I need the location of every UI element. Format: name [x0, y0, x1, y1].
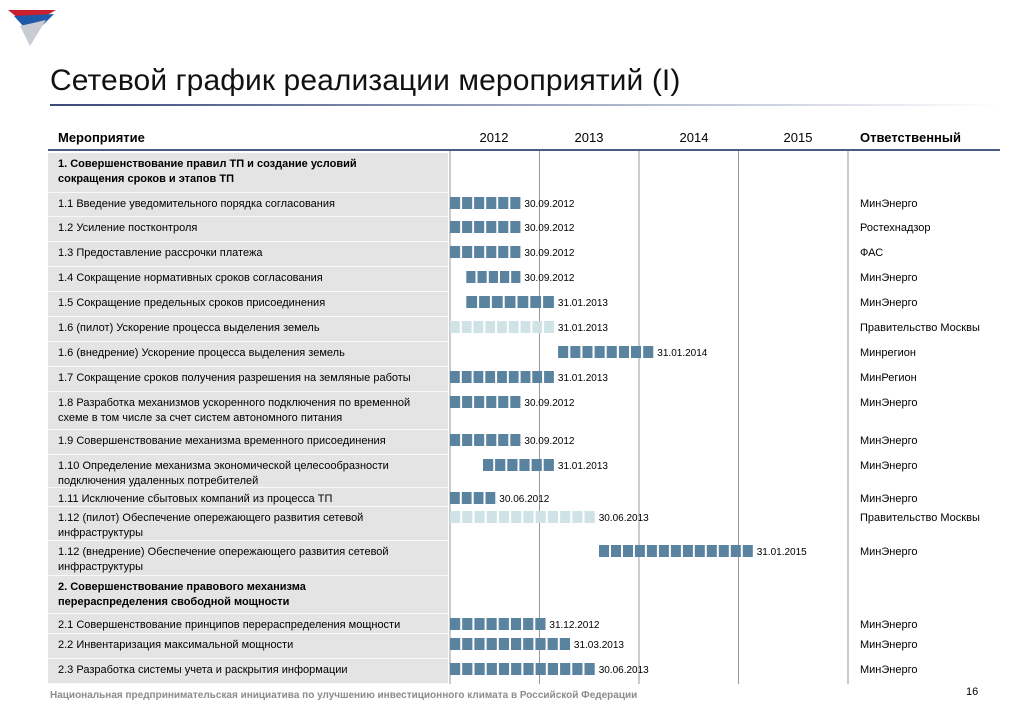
event-label: 1.1 Введение уведомительного порядка согласования: [58, 198, 335, 210]
timeline-bar-segment: [485, 321, 495, 333]
timeline-bar-segment: [548, 663, 558, 675]
timeline-bar-segment: [462, 246, 472, 258]
event-label: 1.7 Сокращение сроков получения разрешения на земляные работы: [58, 372, 411, 384]
timeline-bar-segment: [474, 638, 484, 650]
timeline-bar-segment: [474, 321, 484, 333]
timeline-bar-segment: [743, 545, 753, 557]
timeline-bar-segment: [510, 246, 520, 258]
deadline-date-label: 30.06.2012: [499, 494, 550, 505]
timeline-bar-segment: [731, 545, 741, 557]
timeline-bar-segment: [462, 618, 472, 630]
timeline-bar-segment: [544, 371, 554, 383]
responsible-label: МинЭнерго: [860, 639, 918, 651]
timeline-bar-segment: [631, 346, 641, 358]
timeline-bar-segment: [474, 246, 484, 258]
timeline-bar-segment: [474, 492, 484, 504]
event-label: 1.11 Исключение сбытовых компаний из процесса ТП: [58, 493, 333, 505]
timeline-bar-segment: [475, 511, 485, 523]
timeline-bar-segment: [486, 492, 496, 504]
deadline-date-label: 31.01.2013: [557, 298, 608, 309]
timeline-bar-segment: [450, 246, 460, 258]
timeline-bar-segment: [450, 492, 460, 504]
responsible-label: МинЭнерго: [860, 493, 918, 505]
timeline-bar-segment: [535, 618, 545, 630]
timeline-bar-segment: [523, 618, 533, 630]
event-label: 2.3 Разработка системы учета и раскрытия информации: [58, 664, 348, 676]
timeline-bar-segment: [498, 396, 508, 408]
page-number: 16: [966, 686, 979, 698]
deadline-date-label: 30.06.2013: [598, 513, 649, 524]
timeline-bar-segment: [497, 321, 507, 333]
timeline-bar-segment: [572, 511, 582, 523]
timeline-bar-segment: [511, 511, 521, 523]
timeline-bar-segment: [462, 321, 472, 333]
timeline-bar-segment: [521, 371, 531, 383]
event-label: 1.4 Сокращение нормативных сроков согласования: [58, 272, 323, 284]
timeline-bar-segment: [498, 221, 508, 233]
timeline-bar-segment: [450, 221, 460, 233]
timeline-bar-segment: [511, 663, 521, 675]
timeline-bar-segment: [599, 545, 609, 557]
timeline-bar-segment: [510, 396, 520, 408]
timeline-bar-segment: [499, 511, 509, 523]
timeline-bar-segment: [499, 618, 509, 630]
responsible-label: МинЭнерго: [860, 460, 918, 472]
responsible-label: Правительство Москвы: [860, 322, 980, 334]
event-label: 2.2 Инвентаризация максимальной мощности: [58, 639, 294, 651]
deadline-date-label: 31.03.2013: [573, 640, 624, 651]
timeline-bar-segment: [474, 221, 484, 233]
event-label: 1.8 Разработка механизмов ускоренного подключения по временной схеме в том числе за счет систем автономного питания: [58, 397, 411, 424]
deadline-date-label: 31.01.2013: [557, 373, 608, 384]
timeline-bar-segment: [558, 346, 568, 358]
timeline-bar-segment: [450, 371, 460, 383]
timeline-bar-segment: [450, 618, 460, 630]
timeline-bar-segment: [510, 221, 520, 233]
year-header-2012: 2012: [479, 130, 509, 145]
page-title: Сетевой график реализации мероприятий (I): [50, 64, 681, 97]
responsible-label: МинЭнерго: [860, 198, 918, 210]
deadline-date-label: 30.09.2012: [524, 248, 575, 259]
timeline-bar-segment: [450, 663, 460, 675]
timeline-bar-segment: [548, 511, 558, 523]
timeline-bar-segment: [647, 545, 657, 557]
responsible-label: МинЭнерго: [860, 297, 918, 309]
timeline-bar-segment: [560, 663, 570, 675]
timeline-bar-segment: [521, 321, 531, 333]
timeline-bar-segment: [450, 434, 460, 446]
timeline-bar-segment: [523, 511, 533, 523]
section-title: 1. Совершенствование правил ТП и создание условий сокращения сроков и этапов ТП: [58, 158, 357, 185]
event-label: 1.6 (пилот) Ускорение процесса выделения земель: [58, 322, 320, 334]
timeline-bar-segment: [475, 663, 485, 675]
timeline-bar-segment: [486, 197, 496, 209]
timeline-bar-segment: [486, 221, 496, 233]
timeline-bar-segment: [719, 545, 729, 557]
deadline-date-label: 31.01.2013: [557, 461, 608, 472]
responsible-label: Минрегион: [860, 347, 916, 359]
timeline-bar-segment: [595, 346, 605, 358]
timeline-bar-segment: [560, 638, 570, 650]
timeline-bar-segment: [532, 459, 542, 471]
event-label: 1.2 Усиление постконтроля: [58, 222, 198, 234]
responsible-label: Ростехнадзор: [860, 222, 931, 234]
responsible-label: Правительство Москвы: [860, 512, 980, 524]
responsible-label: ФАС: [860, 247, 884, 259]
timeline-bar-segment: [499, 663, 509, 675]
timeline-bar-segment: [486, 434, 496, 446]
timeline-bar-segment: [509, 321, 519, 333]
deadline-date-label: 30.09.2012: [524, 223, 575, 234]
timeline-bar-segment: [498, 246, 508, 258]
timeline-bar-segment: [532, 371, 542, 383]
timeline-bar-segment: [659, 545, 669, 557]
timeline-bar-segment: [462, 511, 472, 523]
timeline-bar-segment: [450, 396, 460, 408]
event-label: 1.3 Предоставление рассрочки платежа: [58, 247, 263, 259]
timeline-bar-segment: [509, 371, 519, 383]
timeline-bar-segment: [462, 197, 472, 209]
timeline-bar-segment: [511, 271, 520, 283]
responsible-label: МинЭнерго: [860, 435, 918, 447]
deadline-date-label: 31.01.2015: [756, 547, 807, 558]
timeline-bar-segment: [450, 638, 460, 650]
deadline-date-label: 31.01.2013: [557, 323, 608, 334]
timeline-bar-segment: [474, 197, 484, 209]
deadline-date-label: 31.12.2012: [549, 620, 600, 631]
event-label: 1.6 (внедрение) Ускорение процесса выделения земель: [58, 347, 345, 359]
timeline-bar-segment: [495, 459, 505, 471]
header-divider: [48, 149, 1000, 151]
timeline-bar-segment: [483, 459, 493, 471]
responsible-label: МинЭнерго: [860, 546, 918, 558]
deadline-date-label: 30.09.2012: [524, 199, 575, 210]
timeline-bar-segment: [500, 271, 509, 283]
event-label: 1.9 Совершенствование механизма временного присоединения: [58, 435, 386, 447]
timeline-bar-segment: [498, 434, 508, 446]
timeline-bar-segment: [548, 638, 558, 650]
responsible-label: МинЭнерго: [860, 619, 918, 631]
timeline-bar-segment: [474, 396, 484, 408]
timeline-bar-segment: [487, 618, 497, 630]
event-label: 1.10 Определение механизма экономической целесообразности подключения удаленных потребителей: [58, 460, 389, 487]
responsible-label: МинЭнерго: [860, 272, 918, 284]
timeline-bar-segment: [518, 296, 529, 308]
timeline-bar-segment: [479, 296, 490, 308]
timeline-bar-segment: [499, 638, 509, 650]
timeline-bar-segment: [462, 663, 472, 675]
timeline-bar-segment: [510, 434, 520, 446]
timeline-bar-segment: [585, 511, 595, 523]
timeline-bar-segment: [572, 663, 582, 675]
timeline-bar-segment: [462, 221, 472, 233]
timeline-bar-segment: [536, 663, 546, 675]
timeline-bar-segment: [523, 638, 533, 650]
timeline-bar-segment: [478, 271, 487, 283]
year-header-2014: 2014: [679, 130, 709, 145]
event-label: 2.1 Совершенствование принципов перераспределения мощности: [58, 619, 401, 631]
timeline-bar-segment: [474, 434, 484, 446]
responsible-label: МинЭнерго: [860, 664, 918, 676]
timeline-bar-segment: [474, 618, 484, 630]
timeline-bar-segment: [462, 371, 472, 383]
timeline-bar-segment: [671, 545, 681, 557]
timeline-bar-segment: [505, 296, 516, 308]
timeline-bar-segment: [560, 511, 570, 523]
responsible-label: МинРегион: [860, 372, 917, 384]
timeline-bar-segment: [474, 371, 484, 383]
timeline-bar-segment: [507, 459, 517, 471]
timeline-bar-segment: [462, 638, 472, 650]
timeline-bar-segment: [635, 545, 645, 557]
timeline-bar-segment: [486, 246, 496, 258]
timeline-bar-segment: [530, 296, 541, 308]
timeline-bar-segment: [619, 346, 629, 358]
timeline-bar-segment: [519, 459, 529, 471]
event-label: 1.12 (внедрение) Обеспечение опережающего развития сетевой инфраструктуры: [58, 546, 389, 573]
timeline-bar-segment: [462, 492, 472, 504]
timeline-bar-segment: [695, 545, 705, 557]
footer-text: Национальная предпринимательская инициатива по улучшению инвестиционного климата в Российской Федерации: [50, 690, 638, 701]
timeline-bar-segment: [544, 321, 554, 333]
timeline-bar-segment: [511, 638, 521, 650]
timeline-bar-segment: [486, 396, 496, 408]
year-header-2015: 2015: [783, 130, 813, 145]
column-header-event: Мероприятие: [58, 130, 145, 145]
timeline-bar-segment: [532, 321, 542, 333]
timeline-bar-segment: [466, 296, 477, 308]
timeline-bar-segment: [462, 434, 472, 446]
timeline-bar-segment: [497, 371, 507, 383]
timeline-bar-segment: [492, 296, 503, 308]
timeline-bar-segment: [607, 346, 617, 358]
timeline-bar-segment: [487, 511, 497, 523]
timeline-bar-segment: [450, 321, 460, 333]
timeline-bar-segment: [466, 271, 475, 283]
timeline-bar-segment: [536, 511, 546, 523]
responsible-label: МинЭнерго: [860, 397, 918, 409]
timeline-bar-segment: [623, 545, 633, 557]
timeline-bar-segment: [510, 197, 520, 209]
column-header-responsible: Ответственный: [860, 130, 961, 145]
timeline-bar-segment: [570, 346, 580, 358]
timeline-bar-segment: [511, 618, 521, 630]
timeline-bar-segment: [585, 663, 595, 675]
timeline-bar-segment: [489, 271, 498, 283]
section-title: 2. Совершенствование правового механизма перераспределения свободной мощности: [58, 581, 306, 608]
timeline-bar-segment: [543, 296, 554, 308]
timeline-bar-segment: [611, 545, 621, 557]
timeline-bar-segment: [643, 346, 653, 358]
timeline-bar-segment: [544, 459, 554, 471]
timeline-bar-segment: [523, 663, 533, 675]
timeline-bar-segment: [498, 197, 508, 209]
deadline-date-label: 30.09.2012: [524, 273, 575, 284]
timeline-bar-segment: [683, 545, 693, 557]
deadline-date-label: 30.09.2012: [524, 436, 575, 447]
deadline-date-label: 31.01.2014: [657, 348, 708, 359]
year-header-2013: 2013: [574, 130, 604, 145]
event-label: 1.5 Сокращение предельных сроков присоединения: [58, 297, 326, 309]
event-label: 1.12 (пилот) Обеспечение опережающего развития сетевой инфраструктуры: [58, 512, 364, 539]
timeline-bar-segment: [535, 638, 545, 650]
deadline-date-label: 30.09.2012: [524, 398, 575, 409]
timeline-bar-segment: [462, 396, 472, 408]
timeline-bar-segment: [487, 638, 497, 650]
deadline-date-label: 30.06.2013: [598, 665, 649, 676]
timeline-bar-segment: [582, 346, 592, 358]
timeline-bar-segment: [450, 511, 460, 523]
timeline-bar-segment: [487, 663, 497, 675]
timeline-bar-segment: [450, 197, 460, 209]
timeline-bar-segment: [707, 545, 717, 557]
timeline-bar-segment: [485, 371, 495, 383]
